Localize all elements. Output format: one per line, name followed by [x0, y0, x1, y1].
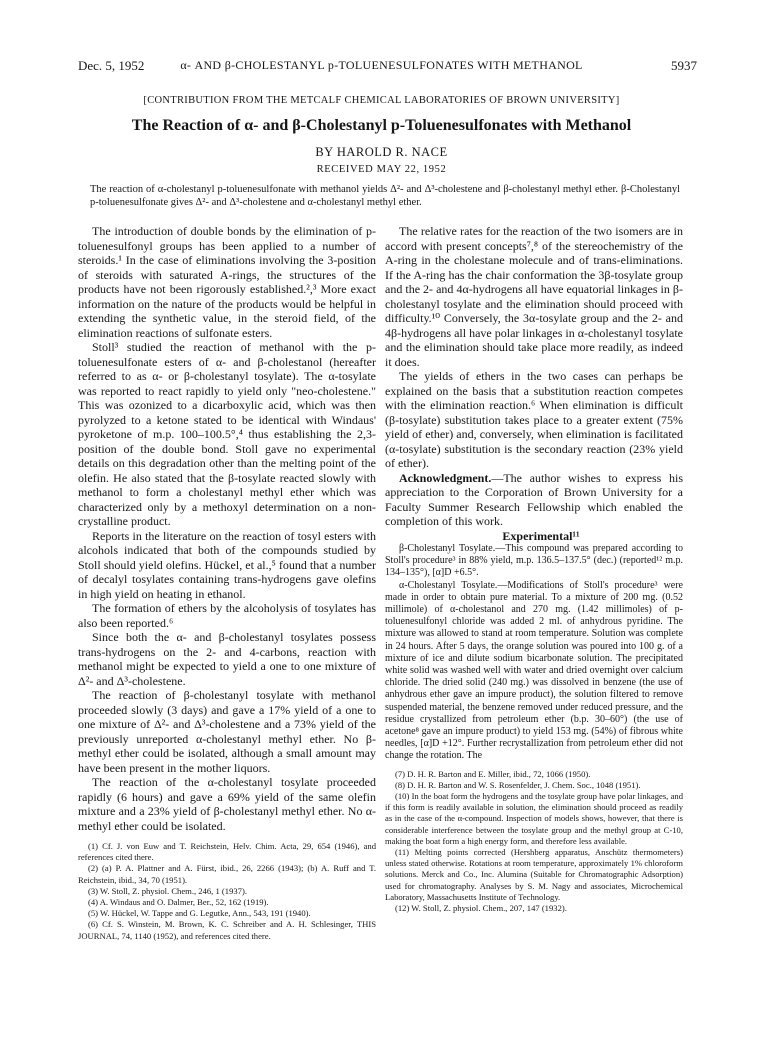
body-paragraph: The yields of ethers in the two cases can perhaps be explained on the basis that a substitution reaction competes with the elimination reaction.⁶ When elimination is difficult (β-tosylate) substitution takes place to a greater extent (75% yield of ether) and, conversely, when elimination is facilitated (α-tosylate) substitution is the secondary reaction (23% yield of ether).: [385, 369, 683, 470]
left-column: [78, 224, 376, 942]
footnote: (11) Melting points corrected (Hershberg apparatus, Anschütz thermometers) unless stated otherwise. Rotations at room temperature, approximately 1% chloroform solutions. Merck and Co., Inc. Alumina (Suitable for Chromatographic Adsorption) used for chromatography. Analyses by S. M. Nagy and associates, Microchemical Laboratory, Massachusetts Institute of Technology.: [385, 847, 683, 902]
body-paragraph: The reaction of β-cholestanyl tosylate with methanol proceeded slowly (3 days) and gave a 17% yield of a one to one mixture of Δ²- and Δ³-cholestene and a 73% yield of the previously unreported α-cholestanyl methyl ether. No β-methyl ether could be isolated, although a small amount may have been present in the mother liquors.: [78, 688, 376, 775]
experimental-paragraph: α-Cholestanyl Tosylate.—Modifications of Stoll's procedure³ were made in order to obtain pure material. To a mixture of 200 mg. (0.52 millimole) of α-cholestanol and 270 mg. (1.42 millimoles) of p-toluenesulfonyl chloride was added 2 ml. of anhydrous pyridine. The mixture was allowed to stand at room temperature. Solution was complete in 24 hours. After 5 days, the orange solution was poured into 100 g. of a mixture of ice and dilute sodium bicarbonate solution. The precipitated white solid was washed well with water and dried overnight over calcium chloride. The dried solid (240 mg.) was dissolved in benzene (the use of anhydrous ether gave an impure product), the solution filtered to remove suspended material, the benzene removed under reduced pressure, and the residue crystallized from petroleum ether (b.p. 30–60°) (the use of acetone⁸ gave an impure product) to yield 153 mg. (54%) of fibrous white needles, [α]D +12°. Further recrystallization from petroleum ether did not change the rotation. The: [385, 579, 683, 762]
received-date: RECEIVED MAY 22, 1952: [316, 164, 447, 175]
acknowledgment: [385, 471, 683, 529]
footnote: (2) (a) P. A. Plattner and A. Fürst, ibid., 26, 2266 (1943); (b) A. Ruff and T. Reichstein, ibid., 34, 70 (1951).: [78, 863, 376, 885]
body-paragraph: Reports in the literature on the reaction of tosyl esters with alcohols indicated that both of the compounds studied by Stoll should yield olefins. Hückel, et al.,⁵ found that a number of decalyl tosylates containing trans-hydrogens gave olefins in high yield on heating in ethanol.: [78, 528, 376, 601]
abstract: The reaction of α-cholestanyl p-toluenesulfonate with methanol yields Δ²- and Δ³-cholestene and β-cholestanyl methyl ether. β-Cholestanyl p-toluenesulfonate gives Δ²- and Δ³-cholestene and α-cholestanyl methyl ether.: [90, 184, 680, 208]
acknowledgment-text: —The author wishes to express his appreciation to the Corporation of Brown University for a Faculty Summer Research Fellowship which enabled the completion of this work.: [385, 470, 683, 528]
contribution-line: [CONTRIBUTION FROM THE METCALF CHEMICAL LABORATORIES OF BROWN UNIVERSITY]: [143, 95, 620, 106]
experimental-paragraph: β-Cholestanyl Tosylate.—This compound was prepared according to Stoll's procedure³ in 88% yield, m.p. 136.5–137.5° (dec.) (reported¹² m.p. 134–135°), [α]D +6.5°.: [385, 543, 683, 579]
body-paragraph: Stoll³ studied the reaction of methanol with the p-toluenesulfonate esters of α- and β-cholestanol (hereafter referred to as α- or β-cholestanyl tosylate). The α-tosylate was reported to react rapidly to yield only "neo-cholestene." This was ozonized to a dicarboxylic acid, which was then pyrolyzed to a ketone stated to be identical with Windaus' pyroketone of m.p. 100–100.5°,⁴ thus establishing the 2,3-position of the double bond. Stoll gave no experimental details on this degradation other than the melting point of the olefin. He also stated that the β-tosylate reacted slowly with methanol to form a cholestanyl methyl ether which was characterized only by a methoxyl determination on a non-crystalline product.: [78, 340, 376, 528]
footnote: (5) W. Hückel, W. Tappe and G. Legutke, Ann., 543, 191 (1940).: [88, 908, 311, 919]
body-paragraph: The relative rates for the reaction of the two isomers are in accord with present concepts⁷,⁸ of the stereochemistry of the A-ring in the cholestane molecule and of trans-eliminations. If the A-ring has the chair conformation the 3β-tosylate group and the 2- and 4α-hydrogens all have equatorial linkages in β-cholestanyl tosylate and the elimination should proceed with difficulty.¹⁰ Conversely, the 3α-tosylate group and the 2- and 4β-hydrogens all have polar linkages in α-cholestanyl tosylate and the elimination should take place more readily, as indeed it does.: [385, 224, 683, 369]
body-paragraph: The reaction of the α-cholestanyl tosylate proceeded rapidly (6 hours) and gave a 69% yield of the same olefin mixture and a 23% yield of β-cholestanyl methyl ether. No α-methyl ether could be isolated.: [78, 775, 376, 833]
footnote: (8) D. H. R. Barton and W. S. Rosenfelder, J. Chem. Soc., 1048 (1951).: [395, 779, 641, 790]
running-title: α- AND β-CHOLESTANYL p-TOLUENESULFONATES WITH METHANOL: [180, 58, 583, 72]
body-paragraph: The introduction of double bonds by the elimination of p-toluenesulfonyl groups has been applied to a number of steroids.¹ In the case of eliminations involving the 3-position of steroids with saturated A-rings, the structures of the products have not been rigorously established.²,³ More exact information on the nature of the products would be helpful in extending the synthetic value, in the steroid field, of the elimination reactions of sulfonate esters.: [78, 224, 376, 340]
footnote: (6) Cf. S. Winstein, M. Brown, K. C. Schreiber and A. H. Schlesinger, THIS JOURNAL, 74, 1140 (1952), and references cited there.: [78, 919, 376, 941]
footnote: (10) In the boat form the hydrogens and the tosylate group have polar linkages, and if this form is readily available in solution, the elimination should proceed as readily as in the case of the α-compound. Inspection of models shows, however, that there is considerable interference between the tosylate group and the methyl group at C-10, making the boat form a high energy form, and therefore less available.: [385, 791, 683, 846]
footnote: (12) W. Stoll, Z. physiol. Chem., 207, 147 (1932).: [395, 903, 567, 914]
experimental-heading: Experimental¹¹: [502, 528, 580, 543]
body-paragraph: The formation of ethers by the alcoholysis of tosylates has also been reported.⁶: [78, 601, 376, 630]
footnote: (7) D. H. R. Barton and E. Miller, ibid., 72, 1066 (1950).: [395, 768, 591, 779]
article-title: The Reaction of α- and β-Cholestanyl p-Toluenesulfonates with Methanol: [131, 117, 632, 134]
footnote: (3) W. Stoll, Z. physiol. Chem., 246, 1 (1937).: [88, 885, 247, 896]
footnote: (1) Cf. J. von Euw and T. Reichstein, Helv. Chim. Acta, 29, 654 (1946), and references cited there.: [78, 841, 376, 863]
header-date: Dec. 5, 1952: [78, 58, 145, 73]
right-column: [385, 224, 683, 914]
body-paragraph: Since both the α- and β-cholestanyl tosylates possess trans-hydrogens on the 2- and 4-carbons, reaction with methanol might be expected to yield a one to one mixture of Δ²- and Δ³-cholestene.: [78, 630, 376, 688]
footnote: (4) A. Windaus and O. Dalmer, Ber., 52, 162 (1919).: [88, 897, 269, 908]
page-number: 5937: [671, 58, 697, 73]
author-line: BY HAROLD R. NACE: [315, 145, 448, 159]
acknowledgment-heading: Acknowledgment.: [399, 470, 492, 485]
